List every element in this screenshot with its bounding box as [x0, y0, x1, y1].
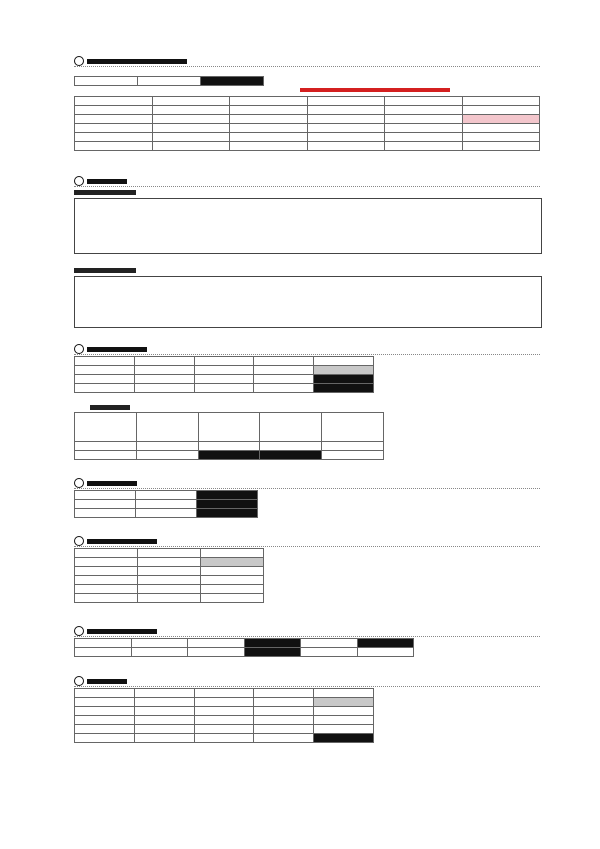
section-header-7	[74, 676, 540, 687]
section-header-2	[74, 176, 540, 187]
section-header-4	[74, 478, 540, 489]
section-header-5	[74, 536, 540, 547]
section-header-1	[74, 56, 540, 67]
table	[74, 638, 414, 657]
decade-header-table	[74, 76, 264, 86]
table	[74, 548, 264, 603]
table	[74, 356, 374, 393]
text-box	[74, 198, 542, 254]
bar	[74, 268, 136, 273]
text-box	[74, 276, 542, 328]
table	[74, 412, 384, 460]
bar	[90, 405, 130, 410]
red-note-line	[300, 88, 450, 92]
bar	[74, 190, 136, 195]
section-header-3	[74, 344, 540, 355]
section-header-6	[74, 626, 540, 637]
decade-table	[74, 96, 540, 151]
table	[74, 688, 374, 743]
table	[74, 490, 258, 518]
